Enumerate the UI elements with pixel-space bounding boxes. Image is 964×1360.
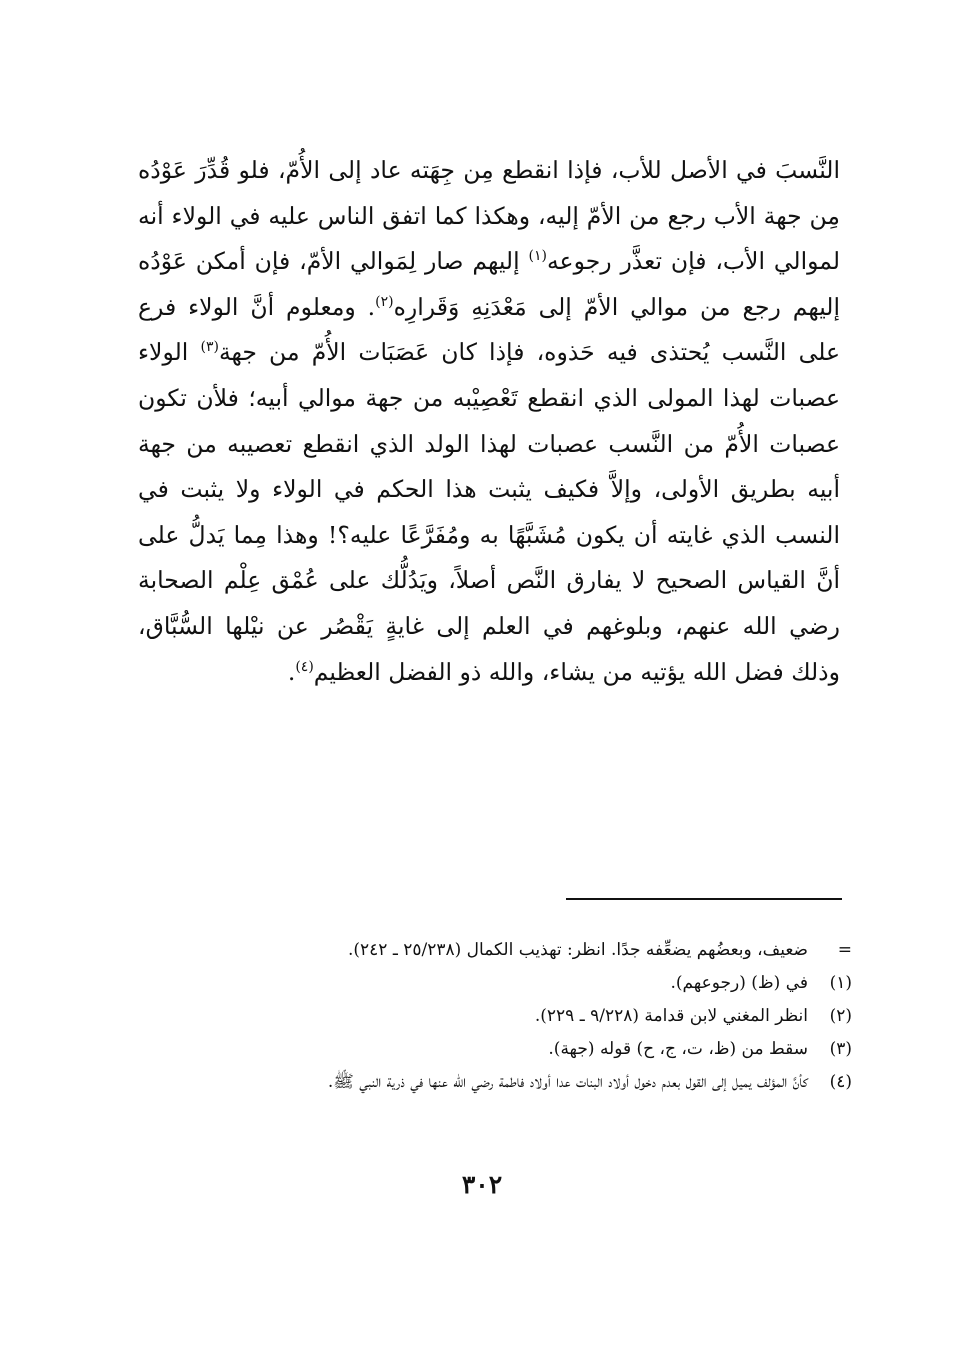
main-text-segment-3: . ومعلوم أنَّ الولاء فرع على النَّسب يُحتذى فيه حَذوه، فإذا كان عَصَبَات الأُمّ من جهة bbox=[138, 292, 840, 367]
main-text-segment-5: . bbox=[287, 657, 296, 686]
footnote-1 bbox=[138, 967, 852, 1000]
footnote-2 bbox=[138, 1000, 852, 1033]
footnote-marker: (٤) bbox=[829, 1072, 852, 1092]
footnote-marker: (١) bbox=[829, 973, 852, 993]
footnote-ref-2: (٢) bbox=[375, 293, 394, 310]
footnote-text: انظر المغني لابن قدامة (٩/٢٢٨ ـ ٢٢٩). bbox=[534, 1006, 808, 1026]
footnote-text: كأنَّ المؤلف يميل إلى القول بعدم دخول أولاد البنات عدا أولاد فاطمة رضي الله عنها في ذرية النبي ﷺ. bbox=[327, 1072, 808, 1092]
footnote-ref-4: (٤) bbox=[295, 658, 314, 675]
page-number: ٣٠٢ bbox=[461, 1170, 503, 1199]
main-text-segment-2: إليهم صار لِمَوالي الأمّ، فإن أمكن عَوْدُه إليهم رجع من موالي الأمّ إلى مَعْدَنِهِ وَقَرارِه bbox=[138, 247, 840, 321]
footnotes-section bbox=[138, 934, 852, 1099]
footnote-text: في (ظ) (رجوعهم). bbox=[670, 973, 808, 993]
footnote-text: ضعيف، وبعضُهم يضعِّفه جدًا. انظر: تهذيب الكمال (٢٥/٢٣٨ ـ ٢٤٢). bbox=[347, 940, 808, 960]
main-body-text bbox=[138, 148, 840, 695]
footnote-separator-rule bbox=[566, 898, 842, 900]
footnote-ref-3: (٣) bbox=[200, 339, 219, 356]
footnote-ref-1: (١) bbox=[528, 248, 547, 265]
footnote-text: سقط من (ظ، ت، ج، ح) قوله (جهة). bbox=[548, 1039, 808, 1059]
footnote-marker: (٢) bbox=[829, 1006, 852, 1026]
main-text-segment-1: النَّسبَ في الأصل للأب، فإذا انقطع مِن جِهَته عاد إلى الأُمّ، فلو قُدِّرَ عَوْدُه مِن جهة الأب رجع من الأمّ إليه، وهكذا كما اتفق الناس عليه في الولاء أنه لموالي الأب، فإن تعذَّر رجوعه bbox=[138, 156, 841, 276]
footnote-3 bbox=[138, 1033, 852, 1066]
footnote-marker: = bbox=[837, 940, 852, 960]
footnote-continuation bbox=[138, 934, 852, 967]
footnote-marker: (٣) bbox=[829, 1039, 852, 1059]
footnote-4 bbox=[138, 1066, 852, 1099]
main-text-segment-4: الولاء عصبات لهذا المولى الذي انقطع تَعْصِيْبه من جهة موالي أبيه؛ فلأن تكون عصبات الأُمّ من النَّسب عصبات لهذا الولد الذي انقطع تعصيبه من جهة أبيه بطريق الأولى، وإلاَّ فكيف يثبت هذا الحكم في الولاء ولا يثبت في النسب الذي غايته أن يكون مُشَبَّهًا به ومُفَرَّعًا عليه؟! وهذا مِما يَدلُّ على أنَّ القياس الصحيح لا يفارق النَّص أصلاً، ويَدُلُّك على عُمْق عِلْم الصحابة رضي الله عنهم، وبلوغهم في العلم إلى غايةٍ يَقْصُر عن نيْلها السُّبَّاق، وذلك فضل الله يؤتيه من يشاء، والله ذو الفضل العظيم bbox=[138, 338, 840, 686]
